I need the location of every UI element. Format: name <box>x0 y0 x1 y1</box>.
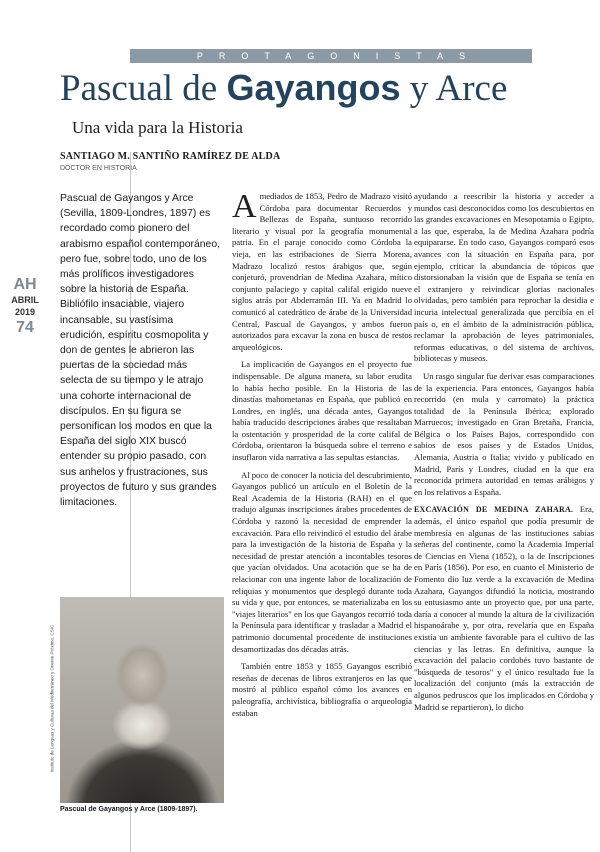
portrait-photo <box>60 597 224 803</box>
journal-code: AH <box>13 276 37 293</box>
article-title <box>60 66 580 111</box>
body-paragraph: También entre 1853 y 1855 Gayangos escribió reseñas de decenas de libros extranjeros en las que mostró al público español cómo los avances en paleografía, archivística, bibliografía o arqueología estaban <box>232 661 412 718</box>
photo-credit: Instituto de Lenguas y Culturas del Mediterráneo y Oriente Próximo, CSIC <box>49 624 55 773</box>
author-role: DOCTOR EN HISTORIA <box>60 165 137 172</box>
body-column-2 <box>414 191 594 719</box>
drop-cap: A <box>232 188 257 225</box>
title-part-2: y Arce <box>400 68 508 109</box>
section-subheading: EXCAVACIÓN DE MEDINA ZAHARA. <box>414 505 574 515</box>
body-paragraph: Amediados de 1853, Pedro de Madrazo visitó Córdoba para documentar Recuerdos y Bellezas de España, suntuoso recorrido literario y visual por la geografía monumental patria. En el paraje conocido como Córdoba la vieja, en las estribaciones de Sierra Morena, Madrazo localizó restos árabigos que, según conjeturó, provendrían de Medina Azahara, mítico conjunto palaciego y capital califal erigido nueve siglos atrás por Abderramán III. Ya en Madrid lo comunicó al catedrático de árabe de la Universidad Central, Pascual de Gayangos, y ambos fueron autorizados para excavar la zona en busca de restos arqueológicos. <box>232 188 412 352</box>
page-number: 74 <box>16 319 34 336</box>
issue-month: ABRIL <box>11 295 39 305</box>
intro-paragraph: Pascual de Gayangos y Arce (Sevilla, 1809-Londres, 1897) es recordado como pionero del arabismo español contemporáneo, pero fue, sobre todo, uno de los más prolíficos investigadores sobre la historia de España. Bibliófilo insaciable, viajero incansable, su vastísima erudición, espíritu cosmopolita y don de gentes le abrieron las puertas de la sociedad más selecta de su tiempo y le atrajo una cohorte internacional de discípulos. En su figura se personifican los modos en que la España del siglo XIX buscó entender su propio pasado, con sus anhelos y frustraciones, sus proyectos de futuro y sus grandes limitaciones. <box>60 193 220 509</box>
body-paragraph: EXCAVACIÓN DE MEDINA ZAHARA. Era, además, el único español que podía presumir de membresía en algunas de las instituciones sabias señeras del continente, como la Academia Imperial de Ciencias en Viena (1852), o la de Inscripciones en París (1856). Por eso, en cuanto el Ministerio de Fomento dio luz verde a la excavación de Medina Azahara, Gayangos difundió la noticia, mostrando su entusiasmo ante un proyecto que, por una parte, daría a conocer al mundo la altura de la civilización hispanoárabe y, por otra, revelaría que en España existía un ambiente favorable para el cultivo de las ciencias y las letras. En definitiva, aunque la excavación del palacio cordobés tuvo bastante de "búsqueda de tesoros" y el único resultado fue la localización del conjunto (más la extracción de algunos pedruscos que los implicados en Córdoba y Madrid se repartieron), lo dicho <box>414 504 594 712</box>
issue-year: 2019 <box>14 307 36 317</box>
section-band <box>130 49 532 63</box>
title-part-bold: Gayangos <box>226 67 401 108</box>
article-subtitle: Una vida para la Historia <box>72 118 243 137</box>
photo-caption: Pascual de Gayangos y Arce (1809-1897). <box>60 806 198 813</box>
body-paragraph: Al poco de conocer la noticia del descubrimiento, Gayangos publicó un artículo en el Boletín de la Real Academia de la Historia (RAH) en el que tradujo algunas inscripciones árabes procedentes de Córdoba y razonó la necesidad de emprender la excavación. Para ello reivindicó el estudio del árabe para la investigación de la historia de España y la necesidad de prestar atención a incontables tesoros que yacían olvidados. Una acotación que se ha de relacionar con una ingente labor de localización de reliquias y monumentos que desplegó durante toda su vida y que, por entonces, se materializaba en los "viajes literarios" en los que Gayangos recorrió toda la Península para identificar y trasladar a Madrid el patrimonio documental procedente de instituciones desamortizadas dos décadas atrás. <box>232 469 412 654</box>
author-name: SANTIAGO M. SANTIÑO RAMÍREZ DE ALDA <box>60 151 281 162</box>
section-band-label: PROTAGONISTAS <box>196 51 482 61</box>
margin-mark <box>8 276 42 338</box>
body-column-1 <box>232 188 412 725</box>
body-paragraph: ayudando a reescribir la historia y acceder a mundos casi desconocidos como los descubiertos en las grandes excavaciones en Mesopotamia o Egipto, a las que, esperaba, la de Medina Azahara podría equipararse. En todo caso, Gayangos comparó esos avances con la situación en España para, por ejemplo, criticar la abundancia de tópicos que distorsionaban la visión que de España se tenía en el extranjero y reivindicar glorias nacionales olvidadas, pero también para reprochar la desidia e incuria intelectual generalizada que percibía en el país o, en el ámbito de la administración pública, reclamar la aprobación de leyes patrimoniales, reformas educativas, o del sistema de archivos, bibliotecas y museos. <box>414 191 594 364</box>
body-paragraph: La implicación de Gayangos en el proyecto fue indispensable. De alguna manera, su labor erudita lo había hecho posible. En la Historia de las dinastías mahometanas en España, que publicó en Londres, en inglés, una década antes, Gayangos había traducido descripciones árabes que resaltaban la ostentación y prosperidad de la corte califal de Córdoba, orientaron la búsqueda sobre el terreno e insuflaron vida narrativa a las sepultas estancias. <box>232 359 412 463</box>
title-part-1: Pascual de <box>60 68 227 109</box>
body-paragraph: Un rasgo singular fue derivar esas comparaciones de la experiencia. Para entonces, Gayangos había recorrido (en mula y carromato) la práctica totalidad de la Península Ibérica; explorado Marruecos; investigado en Gran Bretaña, Francia, Bélgica o los Países Bajos, correspondido con sabios de esos países y de Estados Unidos, Alemania, Austria o Italia; vivido y publicado en Madrid, París y Londres, ciudad en la que era reconocida primera autoridad en temas arábigos y en los relativos a España. <box>414 370 594 497</box>
